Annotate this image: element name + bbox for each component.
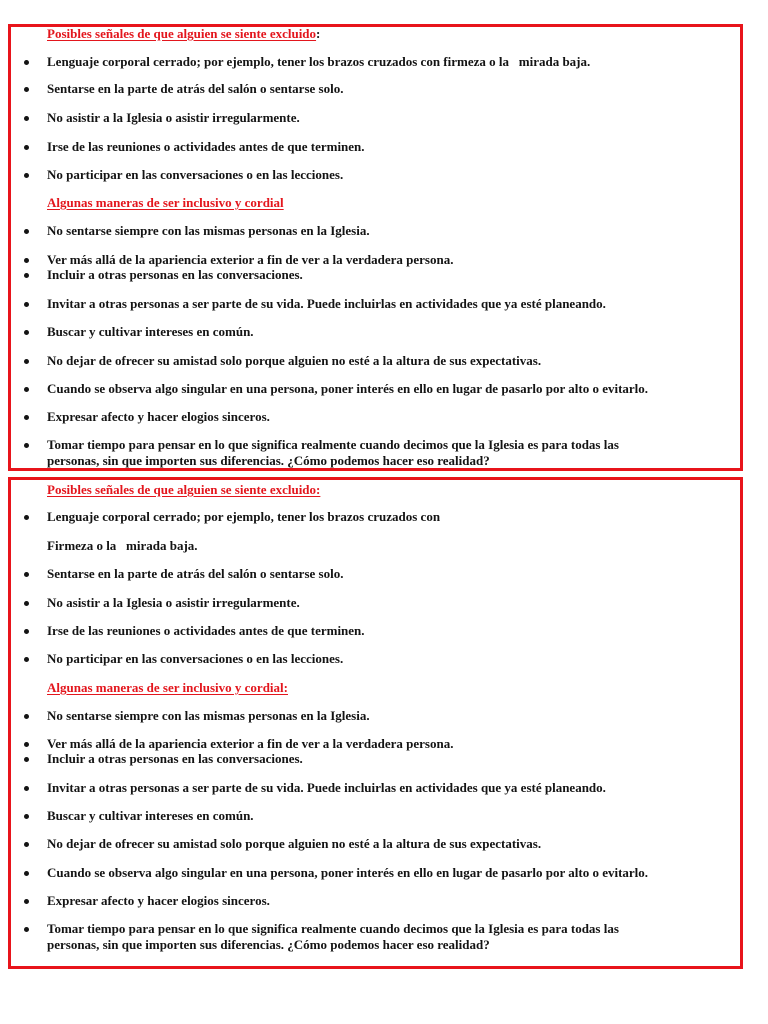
list-item: Sentarse en la parte de atrás del salón o sentarse solo. bbox=[47, 81, 344, 96]
list-item: Tomar tiempo para pensar en lo que significa realmente cuando decimos que la Iglesia es para todas las bbox=[47, 437, 619, 452]
list-item: No asistir a la Iglesia o asistir irregularmente. bbox=[47, 595, 300, 610]
list-item: Tomar tiempo para pensar en lo que significa realmente cuando decimos que la Iglesia es para todas las bbox=[47, 921, 619, 936]
list-item: Sentarse en la parte de atrás del salón o sentarse solo. bbox=[47, 566, 344, 581]
bullet-icon bbox=[24, 601, 29, 606]
list-item: Incluir a otras personas en las conversaciones. bbox=[47, 751, 303, 766]
list-item-continuation: personas, sin que importen sus diferencias. ¿Cómo podemos hacer eso realidad? bbox=[47, 453, 490, 468]
list-item: Ver más allá de la apariencia exterior a fin de ver a la verdadera persona. bbox=[47, 252, 454, 267]
heading-signs-text: Posibles señales de que alguien se siente excluido bbox=[47, 26, 317, 41]
bullet-icon bbox=[24, 629, 29, 634]
list-item: No sentarse siempre con las mismas personas en la Iglesia. bbox=[47, 223, 370, 238]
list-item: No asistir a la Iglesia o asistir irregularmente. bbox=[47, 110, 300, 125]
bullet-icon bbox=[24, 572, 29, 577]
heading-signs: Posibles señales de que alguien se siente excluido: bbox=[47, 482, 321, 497]
list-item: Incluir a otras personas en las conversaciones. bbox=[47, 267, 303, 282]
list-item: Irse de las reuniones o actividades antes de que terminen. bbox=[47, 139, 365, 154]
list-item-continuation: Firmeza o la mirada baja. bbox=[47, 538, 198, 553]
heading-ways: Algunas maneras de ser inclusivo y cordial bbox=[47, 195, 284, 210]
list-item: Buscar y cultivar intereses en común. bbox=[47, 324, 254, 339]
bullet-icon bbox=[24, 714, 29, 719]
heading-signs-colon: : bbox=[316, 26, 321, 41]
list-item: Lenguaje corporal cerrado; por ejemplo, tener los brazos cruzados con firmeza o la mirada baja. bbox=[47, 54, 591, 69]
list-item: Invitar a otras personas a ser parte de su vida. Puede incluirlas en actividades que ya esté planeando. bbox=[47, 296, 606, 311]
bullet-icon bbox=[24, 842, 29, 847]
bullet-icon bbox=[24, 515, 29, 520]
heading-ways: Algunas maneras de ser inclusivo y cordial: bbox=[47, 680, 288, 695]
list-item: Cuando se observa algo singular en una persona, poner interés en ello en lugar de pasarlo por alto o evitarlo. bbox=[47, 865, 649, 880]
list-item: No dejar de ofrecer su amistad solo porque alguien no esté a la altura de sus expectativas. bbox=[47, 836, 542, 851]
bullet-icon bbox=[24, 899, 29, 904]
bullet-icon bbox=[24, 871, 29, 876]
list-item: Buscar y cultivar intereses en común. bbox=[47, 808, 254, 823]
list-item: Expresar afecto y hacer elogios sinceros. bbox=[47, 409, 270, 424]
list-item: Cuando se observa algo singular en una persona, poner interés en ello en lugar de pasarlo por alto o evitarlo. bbox=[47, 381, 649, 396]
bullet-icon bbox=[24, 657, 29, 662]
bullet-icon bbox=[24, 814, 29, 819]
bullet-icon bbox=[24, 757, 29, 762]
list-item: No sentarse siempre con las mismas personas en la Iglesia. bbox=[47, 708, 370, 723]
list-item: Expresar afecto y hacer elogios sinceros. bbox=[47, 893, 270, 908]
list-item: Irse de las reuniones o actividades antes de que terminen. bbox=[47, 623, 365, 638]
bullet-icon bbox=[24, 927, 29, 932]
list-item: No participar en las conversaciones o en las lecciones. bbox=[47, 167, 344, 182]
list-item: Lenguaje corporal cerrado; por ejemplo, tener los brazos cruzados con bbox=[47, 509, 441, 524]
list-item: No dejar de ofrecer su amistad solo porque alguien no esté a la altura de sus expectativas. bbox=[47, 353, 542, 368]
list-item: No participar en las conversaciones o en las lecciones. bbox=[47, 651, 344, 666]
list-item-continuation: personas, sin que importen sus diferencias. ¿Cómo podemos hacer eso realidad? bbox=[47, 937, 490, 952]
list-item: Ver más allá de la apariencia exterior a fin de ver a la verdadera persona. bbox=[47, 736, 454, 751]
bullet-icon bbox=[24, 786, 29, 791]
bullet-icon bbox=[24, 742, 29, 747]
list-item: Invitar a otras personas a ser parte de su vida. Puede incluirlas en actividades que ya esté planeando. bbox=[47, 780, 606, 795]
